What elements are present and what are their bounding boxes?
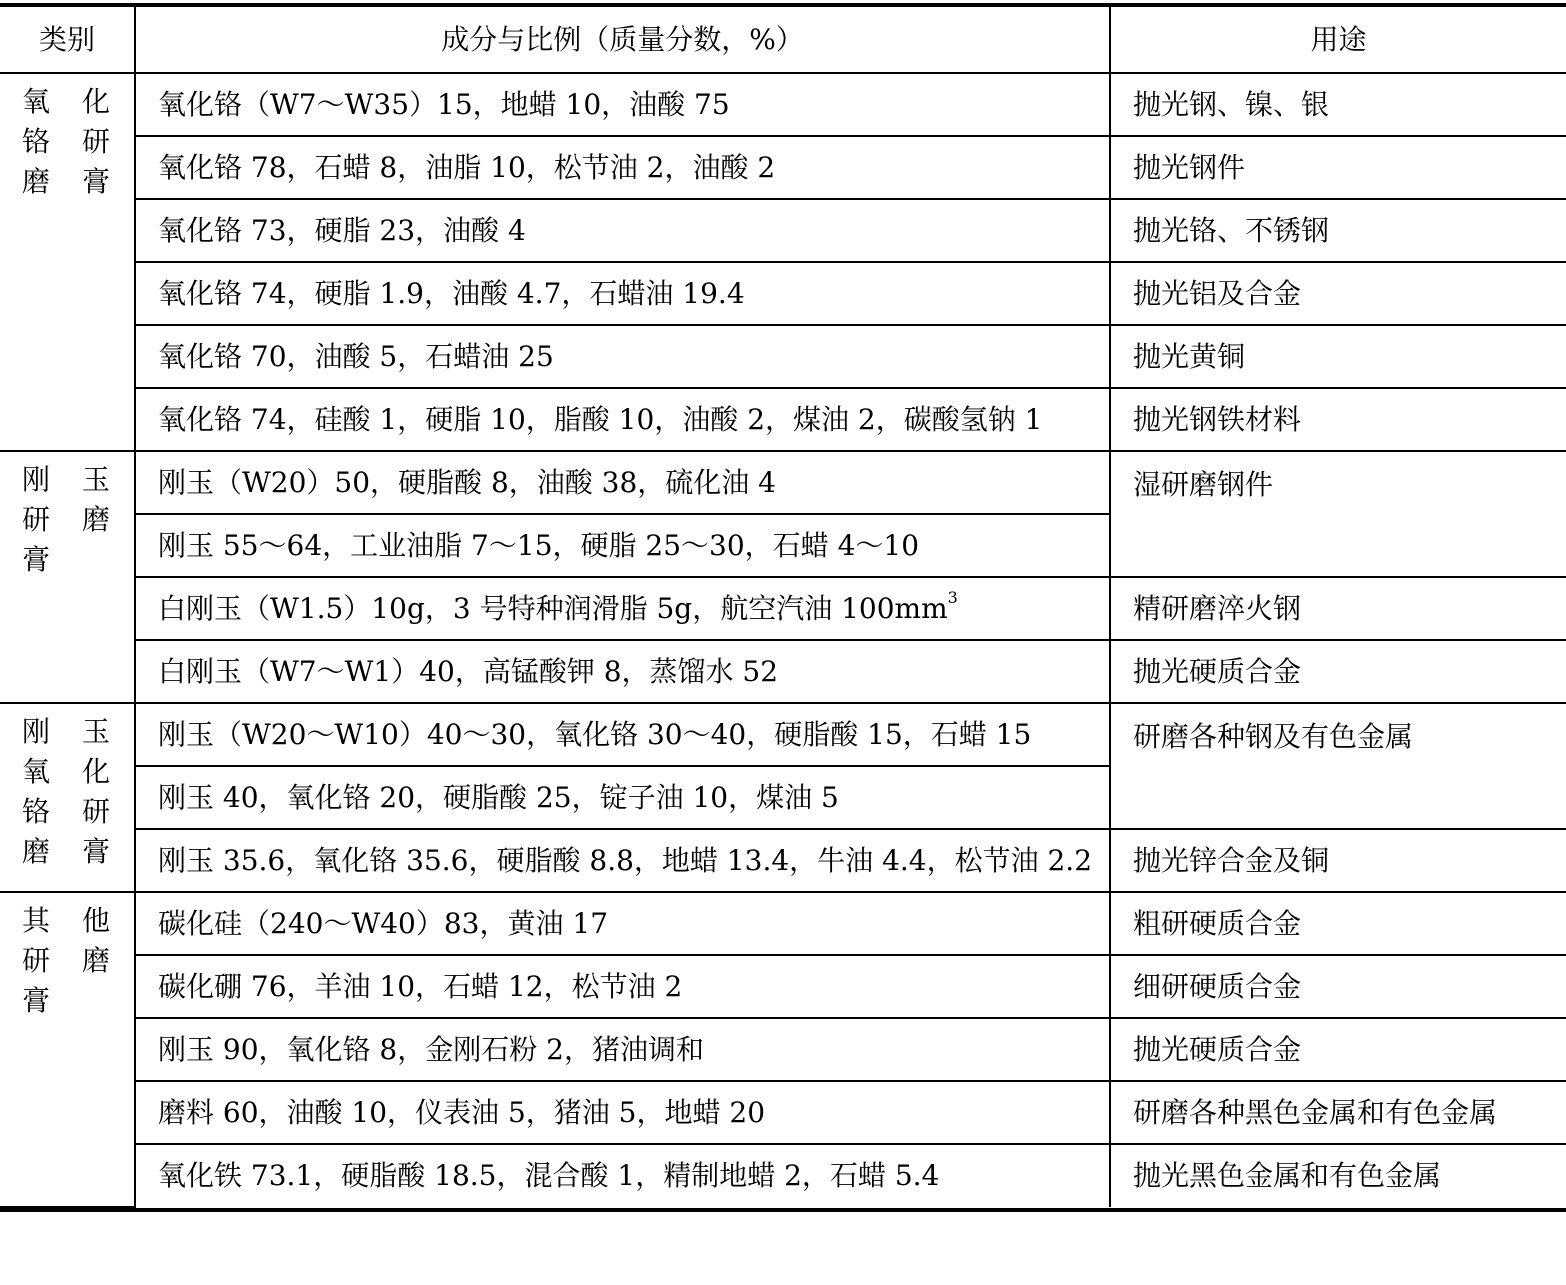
composition-cell: 碳化硼 76，羊油 10，石蜡 12，松节油 2 <box>135 955 1110 1018</box>
category-cell-other: 其 他 研 磨 膏 <box>0 892 135 1207</box>
category-cell-corundum-chromium-oxide: 刚 玉 氧 化 铬 研 磨 膏 <box>0 703 135 892</box>
composition-cell: 氧化铬 74，硬脂 1.9，油酸 4.7，石蜡油 19.4 <box>135 262 1110 325</box>
composition-cell: 白刚玉（W1.5）10g，3 号特种润滑脂 5g，航空汽油 $100mm^3$ <box>135 577 1110 640</box>
composition-cell: 碳化硅（240～W40）83，黄油 17 <box>135 892 1110 955</box>
usage-cell: 抛光黄铜 <box>1110 325 1566 388</box>
usage-cell: 细研硬质合金 <box>1110 955 1566 1018</box>
table-row <box>0 1081 1566 1144</box>
composition-cell: 氧化铬 74，硅酸 1，硬脂 10，脂酸 10，油酸 2，煤油 2，碳酸氢钠 1 <box>135 388 1110 451</box>
header-usage: 用途 <box>1110 7 1566 73</box>
usage-cell: 抛光铝及合金 <box>1110 262 1566 325</box>
table-row <box>0 262 1566 325</box>
usage-cell: 抛光硬质合金 <box>1110 640 1566 703</box>
usage-cell: 抛光钢铁材料 <box>1110 388 1566 451</box>
table-row <box>0 1018 1566 1081</box>
table-frame <box>0 3 1566 1212</box>
table-row <box>0 892 1566 955</box>
category-cell-chromium-oxide: 氧 化 铬 研 磨 膏 <box>0 73 135 451</box>
table-row <box>0 955 1566 1018</box>
usage-cell: 精研磨淬火钢 <box>1110 577 1566 640</box>
composition-cell: 氧化铬 73，硬脂 23，油酸 4 <box>135 199 1110 262</box>
composition-cell: 刚玉（W20）50，硬脂酸 8，油酸 38，硫化油 4 <box>135 451 1110 514</box>
composition-cell: 磨料 60，油酸 10，仪表油 5，猪油 5，地蜡 20 <box>135 1081 1110 1144</box>
table-row <box>0 199 1566 262</box>
superscript: 3 <box>947 588 958 608</box>
usage-cell: 粗研硬质合金 <box>1110 892 1566 955</box>
composition-cell: 刚玉（W20～W10）40～30，氧化铬 30～40，硬脂酸 15，石蜡 15 <box>135 703 1110 766</box>
table-row <box>0 136 1566 199</box>
table-row <box>0 451 1566 514</box>
composition-cell: 氧化铬 78，石蜡 8，油脂 10，松节油 2，油酸 2 <box>135 136 1110 199</box>
table-row <box>0 1144 1566 1207</box>
category-cell-corundum: 刚 玉 研 磨 膏 <box>0 451 135 703</box>
usage-cell: 研磨各种钢及有色金属 <box>1110 703 1566 829</box>
usage-cell: 抛光钢、镍、银 <box>1110 73 1566 136</box>
composition-cell: 氧化铁 73.1，硬脂酸 18.5，混合酸 1，精制地蜡 2，石蜡 5.4 <box>135 1144 1110 1207</box>
table-row <box>0 577 1566 640</box>
table-row <box>0 640 1566 703</box>
usage-cell: 研磨各种黑色金属和有色金属 <box>1110 1081 1566 1144</box>
composition-cell: 刚玉 55～64，工业油脂 7～15，硬脂 25～30，石蜡 4～10 <box>135 514 1110 577</box>
header-row <box>0 7 1566 73</box>
table-row <box>0 388 1566 451</box>
table-row <box>0 703 1566 766</box>
table-row <box>0 325 1566 388</box>
usage-cell: 抛光硬质合金 <box>1110 1018 1566 1081</box>
usage-cell: 抛光铬、不锈钢 <box>1110 199 1566 262</box>
usage-cell: 抛光黑色金属和有色金属 <box>1110 1144 1566 1207</box>
header-category: 类别 <box>0 7 135 73</box>
composition-cell: 氧化铬 70，油酸 5，石蜡油 25 <box>135 325 1110 388</box>
composition-cell: 白刚玉（W7～W1）40，高锰酸钾 8，蒸馏水 52 <box>135 640 1110 703</box>
table-row <box>0 829 1566 892</box>
usage-cell: 湿研磨钢件 <box>1110 451 1566 577</box>
composition-cell: 刚玉 90，氧化铬 8，金刚石粉 2，猪油调和 <box>135 1018 1110 1081</box>
composition-cell: 刚玉 40，氧化铬 20，硬脂酸 25，锭子油 10，煤油 5 <box>135 766 1110 829</box>
composition-cell: 氧化铬（W7～W35）15，地蜡 10，油酸 75 <box>135 73 1110 136</box>
abrasive-paste-table <box>0 7 1566 1208</box>
usage-cell: 抛光钢件 <box>1110 136 1566 199</box>
table-row <box>0 73 1566 136</box>
header-composition: 成分与比例（质量分数，%） <box>135 7 1110 73</box>
composition-cell: 刚玉 35.6，氧化铬 35.6，硬脂酸 8.8，地蜡 13.4，牛油 4.4，松节油 2.2 <box>135 829 1110 892</box>
usage-cell: 抛光锌合金及铜 <box>1110 829 1566 892</box>
